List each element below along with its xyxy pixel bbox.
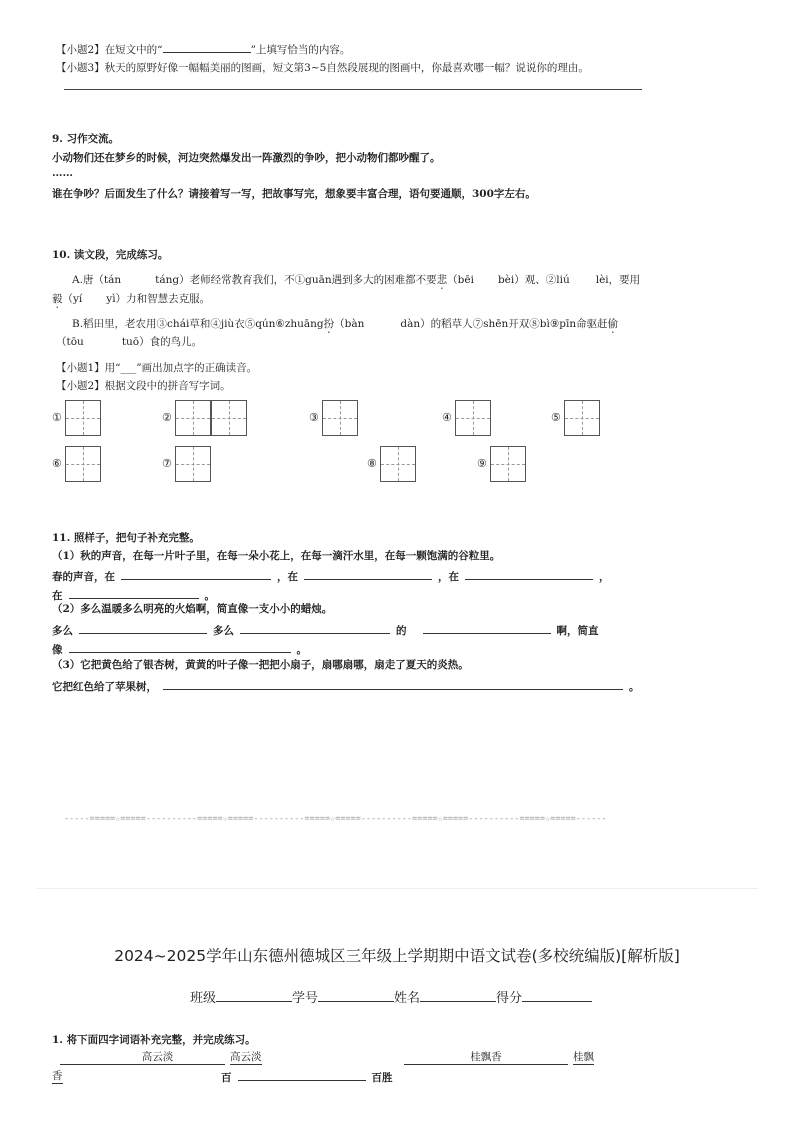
grid-label-7: ⑦	[162, 457, 172, 470]
q1-text-2: 桂飘	[573, 1051, 594, 1063]
q1-blank-2[interactable]: 桂飘香	[404, 1049, 568, 1065]
blank-line[interactable]	[238, 1068, 366, 1081]
grid-label-9: ⑨	[477, 457, 487, 470]
grid-label-5: ⑤	[551, 411, 561, 424]
blank-line[interactable]	[79, 621, 207, 634]
q10-para-a-line2: 毅（yí yì）力和智慧去克服。	[52, 293, 211, 305]
writing-grid-cell[interactable]	[175, 446, 211, 482]
score-field[interactable]	[522, 987, 592, 1002]
q8-sub3: 【小题3】秋天的原野好像一幅幅美丽的图画，短文第3~5自然段展现的图画中，你最喜欢哪一幅？说说你的理由。	[56, 62, 589, 74]
q9-line2: 谁在争吵？后面发生了什么？请接着写一写，把故事写完，想象要丰富合理，语句要通顺，300字左右。	[52, 188, 536, 200]
writing-grid-cell[interactable]	[65, 400, 101, 436]
student-id-field[interactable]	[318, 987, 394, 1002]
q11-fill-1: 春的声音，在 ，在 ，在 ，	[52, 567, 610, 584]
q11-fill-3: 它把红色给了苹果树， 。	[52, 677, 640, 694]
writing-grid-cell[interactable]	[490, 446, 526, 482]
grid-label-8: ⑧	[367, 457, 377, 470]
q1-text-3: 香	[52, 1070, 63, 1082]
q1-heading: 1. 将下面四字词语补充完整，并完成练习。	[52, 1034, 256, 1046]
q8-sub2: 【小题2】在短文中的“ ”上填写恰当的内容。	[56, 40, 350, 57]
grid-label-2: ②	[162, 411, 172, 424]
grid-label-4: ④	[442, 411, 452, 424]
q10-sub2: 【小题2】根据文段中的拼音写字词。	[56, 380, 231, 392]
section-divider: -----=====☆=====----------=====☆=====----------=====☆=====----------=====☆=====----------=====☆=====------	[64, 814, 607, 824]
q11-example-1: （1）秋的声音，在每一片叶子里，在每一朵小花上，在每一滴汗水里，在每一颗饱满的谷粒里。	[52, 550, 501, 562]
q10-heading: 10. 读文段，完成练习。	[52, 249, 169, 261]
writing-grid-cell[interactable]	[65, 446, 101, 482]
writing-grid-cell[interactable]	[322, 400, 358, 436]
q11-example-3: （3）它把黄色给了银杏树，黄黄的叶子像一把把小扇子，扇哪扇哪，扇走了夏天的炎热。	[52, 659, 469, 671]
q9-heading: 9. 习作交流。	[52, 133, 120, 145]
writing-grid-cell[interactable]	[175, 400, 211, 436]
blank-line[interactable]	[69, 586, 199, 599]
page-break-line	[36, 888, 758, 889]
q10-sub1: 【小题1】用“___”画出加点字的正确读音。	[56, 362, 258, 374]
blank-line[interactable]	[163, 40, 251, 53]
blank-line[interactable]	[304, 567, 432, 580]
q9-line1: 小动物们还在梦乡的时候，河边突然爆发出一阵激烈的争吵，把小动物们都吵醒了。	[52, 152, 441, 164]
blank-line[interactable]	[69, 640, 291, 653]
q10-para-b-line2: （tōu tuō）食的鸟儿。	[56, 336, 203, 348]
class-field[interactable]	[216, 987, 292, 1002]
student-info-row: 班级 学号 姓名 得分	[190, 987, 592, 1006]
q10-para-b-line1: B.稻田里，老农用③chái草和④jiù衣⑤qún⑥zhuāng扮（bàn dàn）的稻草人⑦shēn开双⑧bì⑨pīn命驱赶偷	[72, 318, 619, 330]
blank-line[interactable]	[465, 567, 593, 580]
q11-fill-2: 多么 多么 的 啊，简直	[52, 621, 599, 638]
answer-line[interactable]	[64, 89, 642, 90]
grid-label-1: ①	[52, 411, 62, 424]
q11-example-2: （2）多么温暖多么明亮的火焰啊，简直像一支小小的蜡烛。	[52, 603, 333, 615]
writing-grid-cell[interactable]	[380, 446, 416, 482]
exam-title: 2024~2025学年山东德州德城区三年级上学期期中语文试卷(多校统编版)[解析版]	[114, 947, 680, 965]
blank-line[interactable]	[163, 677, 623, 690]
grid-label-6: ⑥	[52, 457, 62, 470]
writing-grid-cell[interactable]	[211, 400, 247, 436]
blank-line[interactable]	[423, 621, 551, 634]
q10-para-a-line1: A.唐（tán táng）老师经常教育我们，不①guān遇到多大的困难都不要悲（bēi bèi）观、②liú lèi，要用	[72, 274, 641, 286]
writing-grid-cell[interactable]	[455, 400, 491, 436]
blank-line[interactable]	[240, 621, 390, 634]
q11-fill-2-cont: 像 。	[52, 640, 307, 657]
q9-ellipsis: ……	[52, 167, 73, 179]
q11-fill-1-cont: 在 。	[52, 586, 215, 603]
q1-blank-1[interactable]: 高云淡	[60, 1049, 225, 1065]
q11-heading: 11. 照样子，把句子补充完整。	[52, 532, 200, 544]
grid-label-3: ③	[309, 411, 319, 424]
q1-row2: 百 百胜	[221, 1068, 393, 1085]
writing-grid-cell[interactable]	[564, 400, 600, 436]
name-field[interactable]	[420, 987, 496, 1002]
q1-text-1: 高云淡	[230, 1051, 262, 1063]
blank-line[interactable]	[121, 567, 271, 580]
